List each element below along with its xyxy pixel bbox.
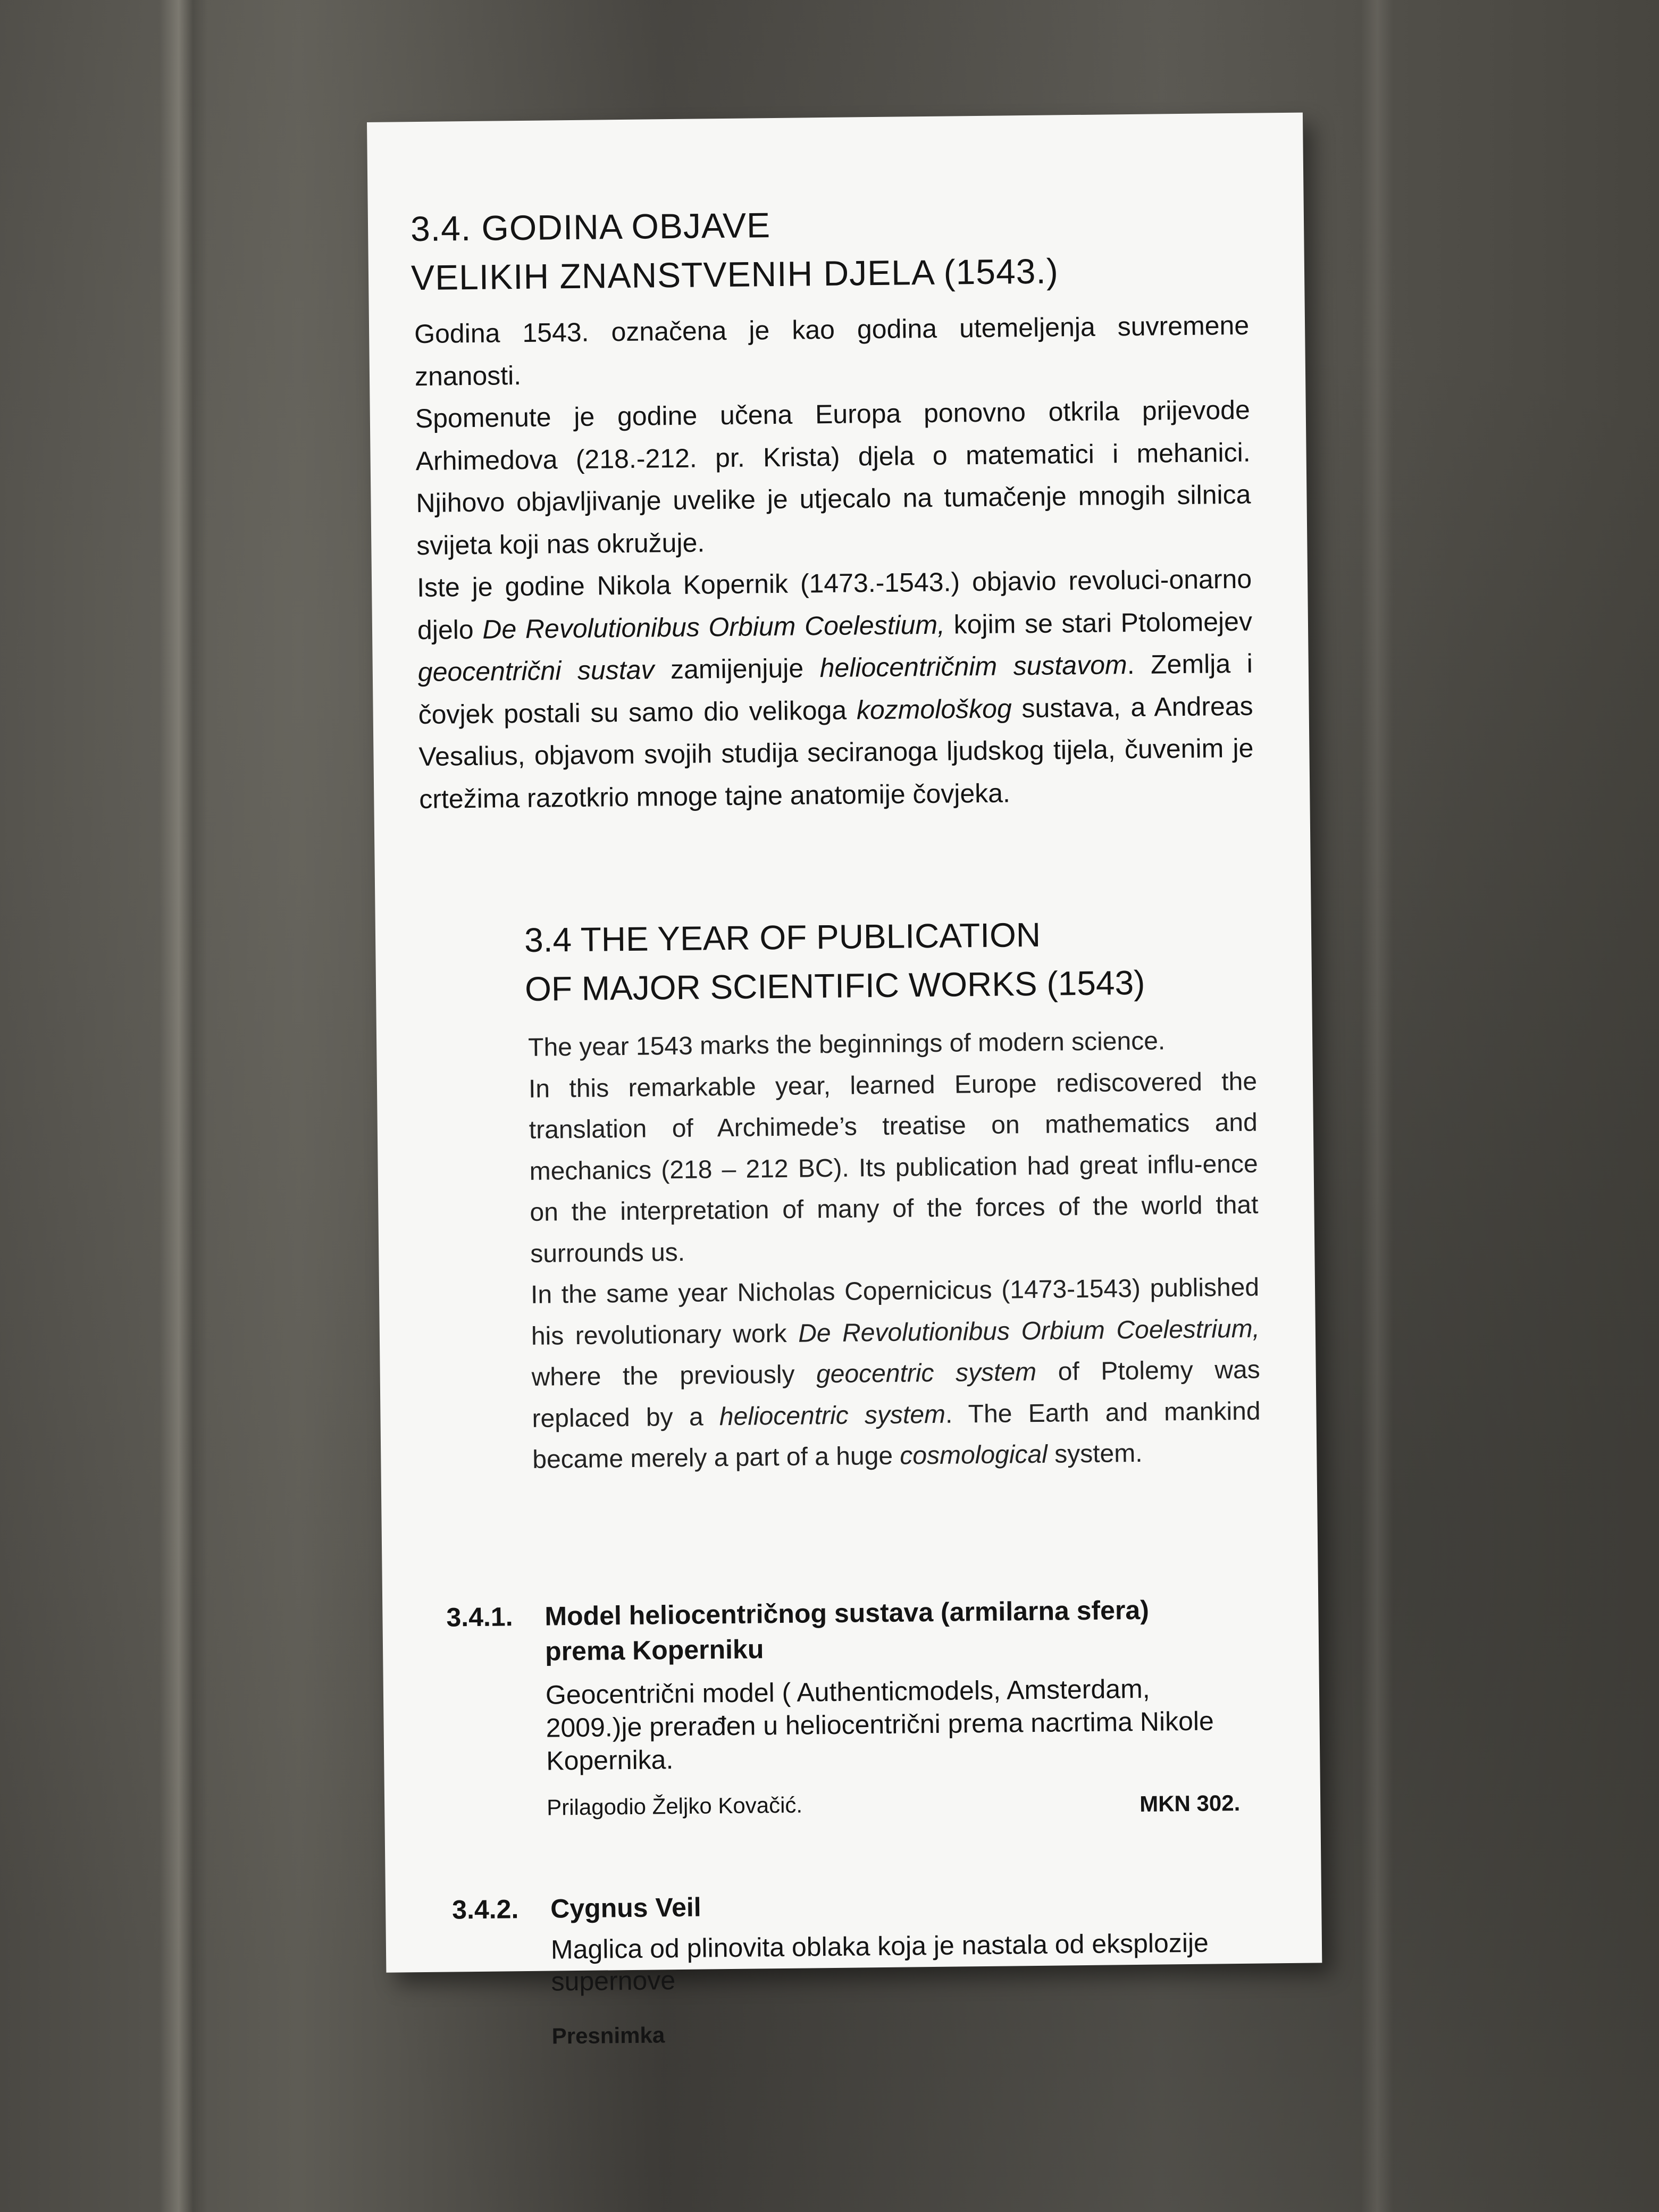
english-paragraph-1: The year 1543 marks the beginnings of modern science. <box>527 1027 1166 1062</box>
museum-info-sign <box>367 113 1322 2049</box>
exhibit-item-1-inventory-number: MKN 302. <box>1139 1790 1241 1816</box>
text-run: In the same year Nicholas Copernicicus (1473-1543) published his revolutionary work <box>530 1273 1260 1351</box>
croatian-paragraph-2: Spomenute je godine učena Europa ponovno otkrila prijevode Arhimedova (218.-212. pr. Krista) djela o matematici i mehanici. Njihovo objavljivanje uvelike je utjecalo na tumačenje mnogih silnica svijeta koji nas okružuje. <box>415 395 1251 560</box>
italic-title: De Revolutionibus Orbium Coelestrium, <box>798 1314 1260 1348</box>
exhibit-item-number: 3.4.1. <box>446 1602 513 1632</box>
exhibit-item-title: Model heliocentričnog sustava (armilarna sfera) prema Koperniku <box>544 1595 1150 1666</box>
croatian-heading-line1: 3.4. GODINA OBJAVE <box>410 205 771 249</box>
croatian-paragraph-1: Godina 1543. označena je kao godina utemeljenja suvremene znanosti. <box>414 310 1250 391</box>
concrete-wall-texture <box>1361 0 1393 2212</box>
exhibit-item-2-header <box>451 1883 1303 1925</box>
croatian-body <box>414 305 1254 820</box>
english-heading-line2: OF MAJOR SCIENTIFIC WORKS (1543) <box>524 963 1145 1008</box>
croatian-paragraph-3 <box>417 558 1254 820</box>
english-heading-line1: 3.4 THE YEAR OF PUBLICATION <box>524 915 1041 959</box>
exhibit-item-1-description: Geocentrični model ( Authenticmodels, Amsterdam, 2009.)je prerađen u heliocentrični prema nacrtima Nikole Kopernika. <box>545 1673 1214 1776</box>
italic-term: geocentric system <box>816 1358 1037 1389</box>
exhibit-item-number: 3.4.2. <box>451 1894 519 1925</box>
italic-term: heliocentričnim sustavom <box>819 650 1127 683</box>
english-body <box>528 1020 1261 1481</box>
exhibit-item-title: Cygnus Veil <box>550 1892 701 1924</box>
concrete-wall-seam <box>160 0 207 2212</box>
text-run: . The Earth and mankind became merely a part of a huge <box>532 1397 1261 1474</box>
exhibit-item-2-credit: Presnimka <box>551 2022 665 2049</box>
italic-term: cosmological <box>900 1440 1048 1470</box>
italic-title: De Revolutionibus Orbium Coelestium, <box>482 609 945 644</box>
text-run: . Zemlja i čovjek postali su samo dio velikoga <box>418 648 1253 730</box>
english-heading <box>524 908 1217 1013</box>
croatian-heading-line2: VELIKIH ZNANSTVENIH DJELA (1543.) <box>410 251 1059 298</box>
italic-term: geocentrični sustav <box>417 655 655 688</box>
text-run: where the previously <box>531 1360 817 1392</box>
croatian-heading <box>410 196 1241 302</box>
italic-term: kozmološkog <box>856 693 1012 725</box>
text-run: zamijenjuje <box>654 653 820 685</box>
italic-term: heliocentric system <box>719 1400 946 1431</box>
text-run: kojim se stari Ptolomejev <box>944 606 1253 640</box>
text-run: of Ptolemy was replaced by a <box>532 1355 1260 1433</box>
exhibit-item-1-header <box>446 1591 1297 1666</box>
english-paragraph-3 <box>531 1267 1261 1481</box>
exhibit-item-2-description: Maglica od plinovita oblaka koja je nastala od eksplozije supernove <box>550 1928 1209 1997</box>
exhibit-item-1-credit: Prilagodio Željko Kovačić. <box>546 1792 803 1820</box>
text-run: sustava, a Andreas Vesalius, objavom svojih studija seciranoga ljudskog tijela, čuvenim je crtežima razotkrio mnoge tajne anatomije čovjeka. <box>418 691 1254 814</box>
english-paragraph-2: In this remarkable year, learned Europe rediscovered the translation of Archimede’s treatise on mathematics and mechanics (218 – 212 BC). Its publication had great influ-ence on the interpretation of many of the forces of the world that surrounds us. <box>528 1067 1259 1268</box>
text-run: Iste je godine Nikola Kopernik (1473.-1543.) objavio revoluci-onarno djelo <box>416 564 1252 645</box>
text-run: system. <box>1047 1439 1143 1469</box>
